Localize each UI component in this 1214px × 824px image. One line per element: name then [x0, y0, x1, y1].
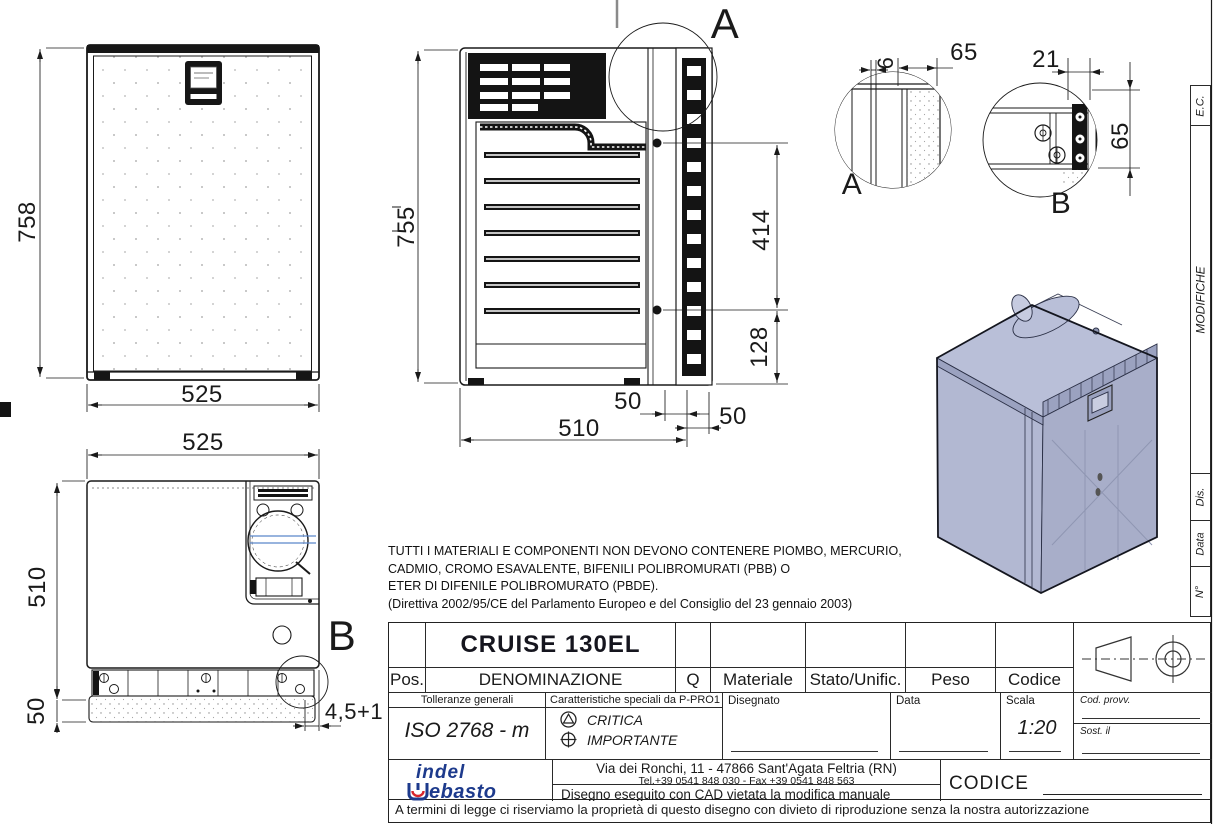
importante-label: IMPORTANTE: [587, 731, 678, 748]
tb-header-q: [676, 668, 711, 693]
revision-data-label: Data: [1194, 531, 1207, 556]
critica-row: [546, 708, 722, 728]
tb-tolleranze-cell: [389, 693, 546, 759]
detail-b-drawing: [983, 83, 1097, 197]
tb-disegnato-cell: [723, 693, 891, 759]
iso-3d-view: [937, 288, 1157, 593]
cod-provv-label: Cod. provv.: [1080, 695, 1131, 706]
tolleranze-header: Tolleranze generali: [389, 693, 545, 708]
side-view-drawing: [460, 23, 717, 385]
codice-header-label: Codice: [1008, 670, 1061, 689]
critica-label: CRITICA: [587, 711, 643, 728]
tb-scala-cell: [1001, 693, 1074, 759]
dim-side-offset-b: 50: [719, 403, 747, 430]
dim-detail-a-width: 65: [950, 39, 978, 66]
tb-blank-peso: [906, 623, 996, 668]
ec-label: E.C.: [1194, 94, 1207, 117]
dim-top-vent: 4,5+1: [324, 699, 384, 724]
company-phone: Tel.+39 0541 848 030 - Fax +39 0541 848 563: [638, 775, 855, 787]
company-address: Via dei Ronchi, 11 - 47866 Sant'Agata Feltria (RN): [596, 761, 897, 776]
revision-numero-cell: [1191, 567, 1210, 616]
codice-label: CODICE: [949, 773, 1029, 794]
pos-label: Pos.: [389, 670, 425, 689]
importante-cross-icon: [560, 731, 577, 748]
importante-row: [546, 728, 722, 748]
tb-blank-materiale: [711, 623, 806, 668]
sost-il-label: Sost. il: [1080, 726, 1111, 737]
detail-b-label: B: [1050, 187, 1072, 220]
numero-label: N°: [1194, 585, 1207, 598]
materiale-label: Materiale: [723, 670, 793, 689]
hinge-pin-lower: [653, 306, 662, 315]
tb-blank-codice: [996, 623, 1074, 668]
legal-strip: [388, 800, 1211, 823]
tb-blank-pos: [389, 623, 426, 668]
dim-side-upper: 414: [748, 209, 775, 251]
dim-detail-a-gap: 6: [873, 56, 898, 70]
caratteristiche-header: Caratteristiche speciali da P-PRO1: [546, 693, 722, 708]
revision-modifiche-cell: [1191, 126, 1210, 474]
dim-top-width: 525: [182, 429, 224, 456]
logo-indel-text: indel: [416, 762, 466, 783]
dim-side-offset-a: 50: [614, 388, 642, 415]
codice-blank-line: [1043, 776, 1202, 795]
cad-note: Disegno eseguito con CAD vietata la modifica manuale: [561, 787, 891, 801]
tb-header-materiale: [711, 668, 806, 693]
legal-text: A termini di legge ci riserviamo la proprietà di questo disegno con divieto di riproduzione senza la nostra autorizzazione: [395, 802, 1090, 817]
scala-label: Scala: [1006, 695, 1035, 707]
tb-header-peso: [906, 668, 996, 693]
rohs-line-2: CADMIO, CROMO ESAVALENTE, BIFENILI POLIBROMURATI (PBB) O: [388, 561, 791, 576]
tb-header-denominazione: [426, 668, 676, 693]
detail-marker-b: B: [327, 612, 357, 659]
dim-detail-b-height: 65: [1107, 122, 1134, 150]
front-control-panel: [185, 61, 222, 105]
rohs-line-3: ETER DI DIFENILE POLIBROMURATO (PBDE).: [388, 579, 659, 593]
hinge-pin-upper: [653, 139, 662, 148]
tolleranze-value: ISO 2768 - m: [404, 719, 530, 742]
denominazione-label: DENOMINAZIONE: [478, 670, 623, 689]
top-base-plate: [89, 696, 315, 722]
disegnato-signature-line: [731, 751, 878, 752]
scala-value: 1:20: [1017, 717, 1057, 739]
tb-data-cell: [891, 693, 1001, 759]
front-view-drawing: [87, 45, 319, 380]
logo-ebasto-text: ebasto: [429, 781, 497, 801]
dim-detail-b-width: 21: [1032, 46, 1060, 73]
critica-triangle-icon: [560, 711, 577, 728]
tb-blank-q: [676, 623, 711, 668]
title-block: [388, 622, 1211, 800]
q-label: Q: [686, 670, 700, 689]
rohs-line-4: (Direttiva 2002/95/CE del Parlamento Europeo e del Consiglio del 23 gennaio 2003): [388, 596, 853, 611]
peso-label: Peso: [931, 670, 970, 689]
revision-dis-cell: [1191, 474, 1210, 521]
tb-logo-cell: [389, 759, 553, 801]
detail-marker-a: A: [710, 0, 740, 47]
tb-caratteristiche-cell: [546, 693, 723, 759]
scala-signature-line: [1009, 751, 1061, 752]
first-angle-projection-icon: [1074, 623, 1212, 693]
disegnato-label: Disegnato: [728, 695, 780, 707]
dim-side-lower: 128: [746, 326, 773, 368]
revision-strip: [1190, 85, 1211, 617]
tb-projection-cell: [1074, 623, 1212, 693]
tb-header-codice: [996, 668, 1074, 693]
dim-side-height: 755: [393, 206, 420, 248]
sost-il-line: [1082, 753, 1200, 754]
data-signature-line: [899, 751, 988, 752]
tb-cod-provv-cell: [1074, 693, 1212, 724]
tb-blank-stato: [806, 623, 906, 668]
tb-header-pos: [389, 668, 426, 693]
dim-side-depth: 510: [558, 415, 600, 442]
tb-codice-cell: [941, 759, 1212, 801]
top-view-drawing: [87, 481, 328, 722]
dim-top-depth: 510: [24, 566, 51, 608]
revision-data-cell: [1191, 521, 1210, 567]
rohs-line-1: TUTTI I MATERIALI E COMPONENTI NON DEVONO CONTENERE PIOMBO, MERCURIO,: [388, 544, 902, 558]
dis-label: Dis.: [1194, 487, 1207, 507]
tb-sost-il-cell: [1074, 724, 1212, 759]
modifiche-label: MODIFICHE: [1193, 265, 1208, 334]
tb-address-cell: [553, 759, 941, 801]
indel-webasto-logo: [407, 763, 496, 801]
detail-a-label: A: [841, 168, 863, 201]
tb-header-stato: [806, 668, 906, 693]
logo-w-icon: [407, 782, 429, 801]
dim-front-width: 525: [181, 381, 223, 408]
dim-top-base: 50: [23, 697, 50, 725]
top-back-strip: [92, 670, 314, 696]
tb-model-cell: [426, 623, 676, 668]
stato-label: Stato/Unific.: [809, 670, 902, 689]
data-label: Data: [896, 695, 921, 707]
cod-provv-line: [1082, 718, 1200, 719]
revision-ec-cell: [1191, 86, 1210, 126]
model-name: CRUISE 130EL: [460, 631, 641, 658]
dim-front-height: 758: [14, 201, 41, 243]
rohs-note: [388, 543, 948, 613]
